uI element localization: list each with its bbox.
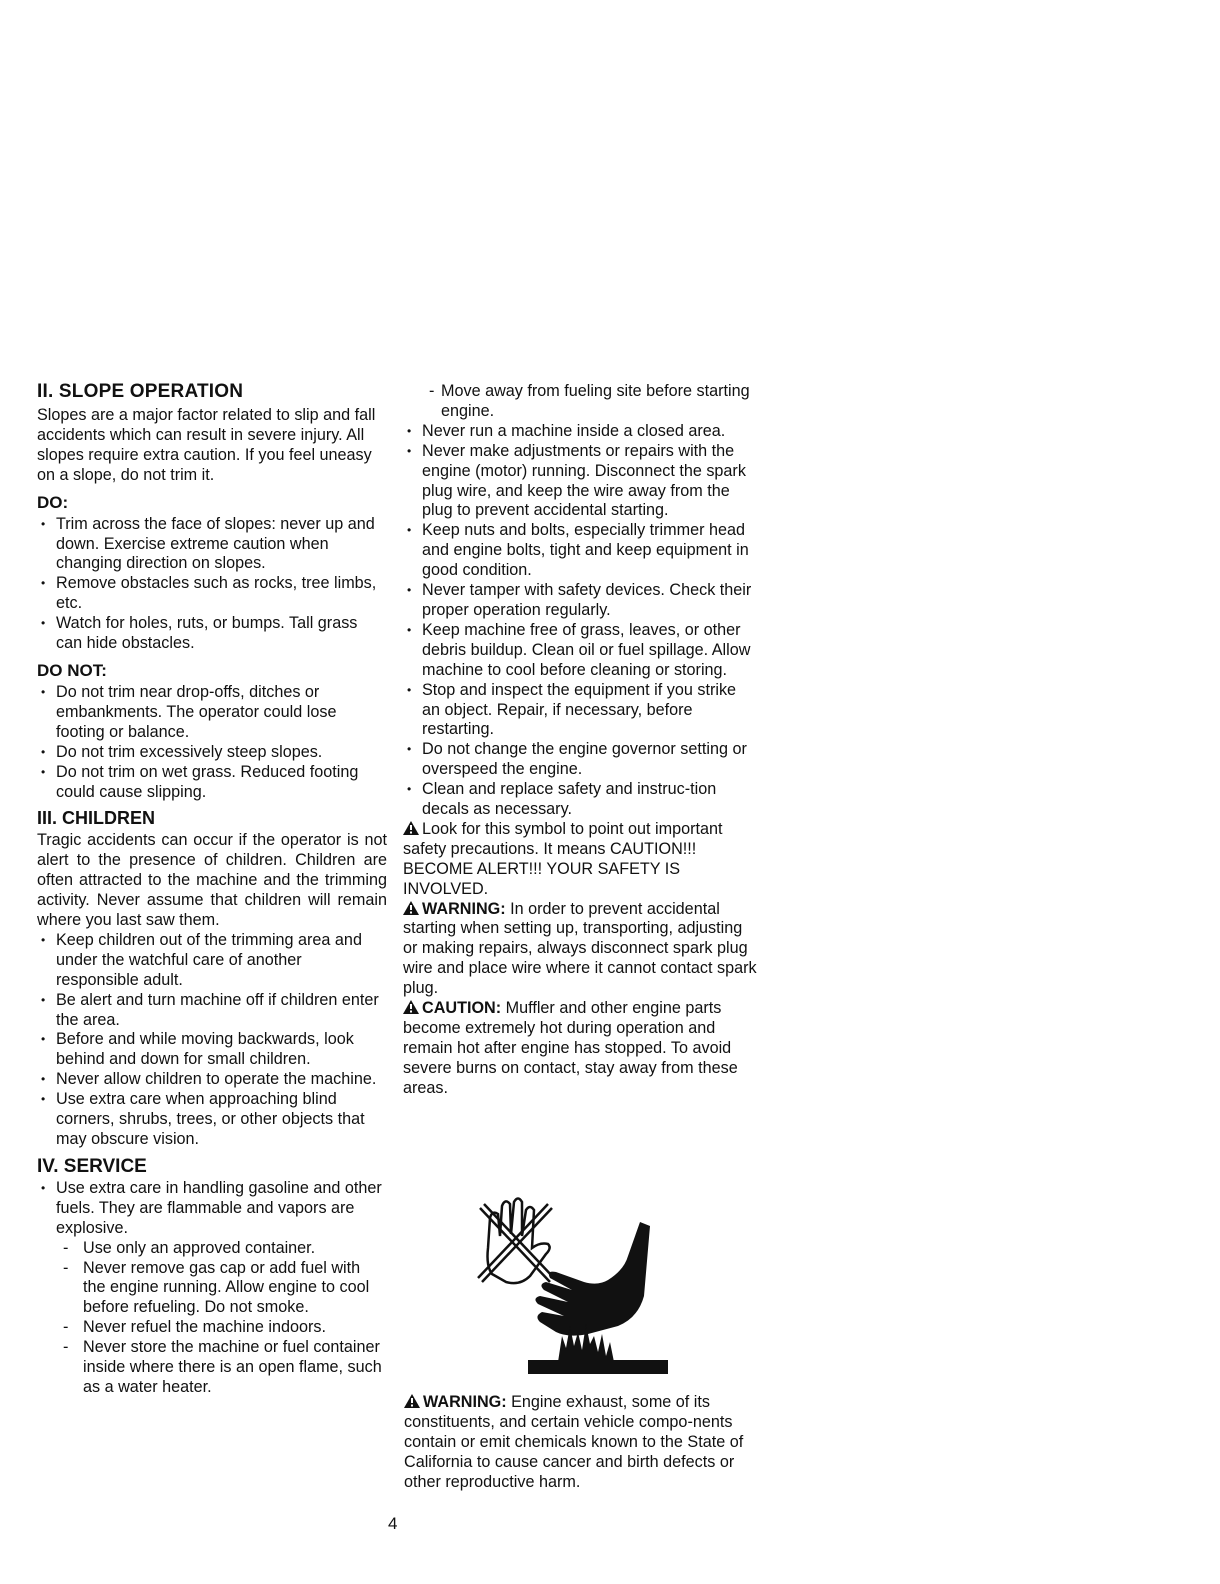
- list-item: • Watch for holes, ruts, or bumps. Tall grass can hide obstacles.: [37, 614, 387, 654]
- warning-label: WARNING:: [422, 899, 506, 918]
- list-item: • Before and while moving backwards, look behind and down for small children.: [37, 1030, 387, 1070]
- list-item: • Never run a machine inside a closed area.: [403, 422, 758, 442]
- caution-text: Muffler and other engine parts become extremely hot during operation and remain hot after engine has stopped. To avoid severe burns on contact, stay away from these areas.: [403, 999, 738, 1097]
- sub-list-item: - Move away from fueling site before starting engine.: [403, 382, 758, 422]
- no-hand-icon: [478, 1199, 554, 1284]
- list-item: • Use extra care when approaching blind corners, shrubs, trees, or other objects that may obscure vision.: [37, 1090, 387, 1150]
- warning-notice: [403, 900, 758, 1000]
- list-item: • Use extra care in handling gasoline and other fuels. They are flammable and vapors are explosive.: [37, 1179, 387, 1239]
- hand-icon: [535, 1222, 650, 1336]
- hot-surface-illustration: [468, 1186, 678, 1382]
- list-item: • Remove obstacles such as rocks, tree limbs, etc.: [37, 574, 387, 614]
- children-intro: Tragic accidents can occur if the operator is not alert to the presence of children. Children are often attracted to the machine and the trimming activity. Never assume that children will remain where you last saw them.: [37, 831, 387, 930]
- list-item: • Do not change the engine governor setting or overspeed the engine.: [403, 740, 758, 780]
- slope-intro: Slopes are a major factor related to slip and fall accidents which can result in severe injury. All slopes require extra caution. If you feel uneasy on a slope, do not trim it.: [37, 406, 376, 484]
- caution-label: CAUTION:: [422, 999, 502, 1018]
- california-warning-text: Engine exhaust, some of its constituents, and certain vehicle compo-nents contain or emit chemicals known to the State of California to cause cancer and birth defects or other reproductive harm.: [404, 1393, 744, 1491]
- service-fuel-list: [37, 1179, 387, 1398]
- right-column: [403, 382, 758, 1099]
- list-item: • Do not trim near drop-offs, ditches or embankments. The operator could lose footing or balance.: [37, 683, 387, 743]
- caution-notice: [403, 999, 758, 1099]
- california-warning: [404, 1393, 754, 1493]
- symbol-notice: [403, 820, 758, 900]
- sub-list-item: - Never store the machine or fuel container inside where there is an open flame, such as a water heater.: [37, 1338, 387, 1398]
- symbol-notice-text: Look for this symbol to point out important safety precautions. It means CAUTION!!! BECOME ALERT!!! YOUR SAFETY IS INVOLVED.: [403, 819, 723, 898]
- warning-label: WARNING:: [423, 1393, 507, 1411]
- slope-heading: II. SLOPE OPERATION: [37, 381, 244, 402]
- hot-surface-bar: [528, 1360, 668, 1374]
- list-item: • Stop and inspect the equipment if you strike an object. Repair, if necessary, before restarting.: [403, 681, 758, 741]
- list-item: • Clean and replace safety and instruc-tion decals as necessary.: [403, 780, 758, 820]
- sub-list-item: - Never remove gas cap or add fuel with the engine running. Allow engine to cool before refueling. Do not smoke.: [37, 1259, 387, 1319]
- service-heading: IV. SERVICE: [37, 1155, 147, 1177]
- list-item: • Trim across the face of slopes: never up and down. Exercise extreme caution when changing direction on slopes.: [37, 515, 387, 575]
- warning-triangle-icon: [403, 821, 419, 835]
- sub-list-item: - Never refuel the machine indoors.: [37, 1318, 387, 1338]
- do-list: [37, 515, 387, 654]
- children-list: [37, 931, 387, 1150]
- donot-heading: DO NOT:: [37, 660, 107, 680]
- list-item: • Do not trim excessively steep slopes.: [37, 743, 387, 763]
- list-item: • Be alert and turn machine off if children enter the area.: [37, 991, 387, 1031]
- list-item: • Keep machine free of grass, leaves, or other debris buildup. Clean oil or fuel spillage. Allow machine to cool before cleaning or storing.: [403, 621, 758, 681]
- warning-text: In order to prevent accidental starting when setting up, transporting, adjusting or making repairs, always disconnect spark plug wire and place wire where it cannot contact spark plug.: [403, 899, 757, 998]
- left-column: [37, 380, 387, 1398]
- service-list: [403, 382, 758, 820]
- sub-list-item: - Use only an approved container.: [37, 1239, 387, 1259]
- page-number: 4: [388, 1514, 398, 1533]
- warning-triangle-icon: [403, 901, 419, 915]
- list-item: • Never tamper with safety devices. Check their proper operation regularly.: [403, 581, 758, 621]
- list-item: • Never make adjustments or repairs with the engine (motor) running. Disconnect the spark plug wire, and keep the wire away from the plug to prevent accidental starting.: [403, 442, 758, 522]
- children-heading: III. CHILDREN: [37, 808, 156, 829]
- list-item: • Keep nuts and bolts, especially trimmer head and engine bolts, tight and keep equipment in good condition.: [403, 521, 758, 581]
- warning-triangle-icon: [403, 1000, 419, 1014]
- list-item: • Keep children out of the trimming area and under the watchful care of another responsible adult.: [37, 931, 387, 991]
- list-item: • Never allow children to operate the machine.: [37, 1070, 387, 1090]
- list-item: • Do not trim on wet grass. Reduced footing could cause slipping.: [37, 763, 387, 803]
- warning-triangle-icon: [404, 1394, 420, 1408]
- do-heading: DO:: [37, 492, 69, 512]
- donot-list: [37, 683, 387, 802]
